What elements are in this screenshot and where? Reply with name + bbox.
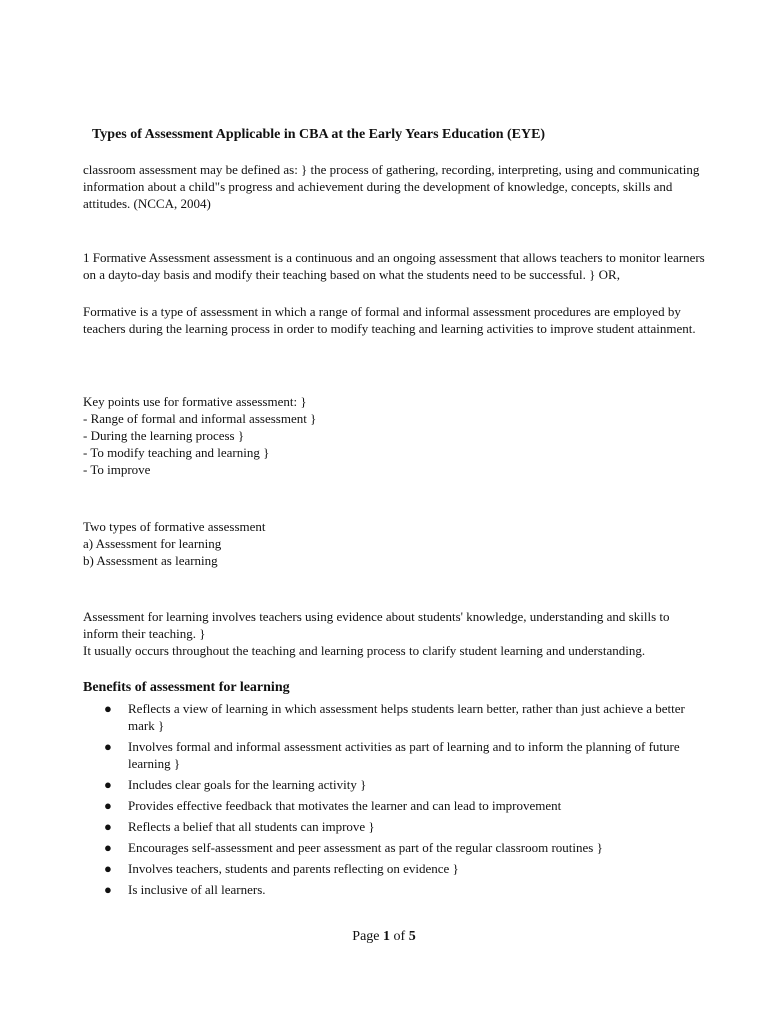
formative-definition-1-text: 1 Formative Assessment assessment is a continuous and an ongoing assessment that allows teachers to monitor learners on a dayto-day basis and modify their teaching based on what the students need to be successful. } OR,	[83, 250, 705, 282]
bullet-icon: ●	[104, 819, 112, 834]
key-point-item: - To improve	[83, 462, 151, 477]
bullet-icon: ●	[104, 701, 112, 716]
current-page-number: 1	[383, 929, 391, 944]
page-footer	[0, 928, 768, 945]
afl-text-1: Assessment for learning involves teachers using evidence about students' knowledge, understanding and skills to inform their teaching. }	[83, 609, 670, 641]
document-title: Types of Assessment Applicable in CBA at the Early Years Education (EYE)	[92, 127, 546, 142]
intro-paragraph	[83, 161, 707, 212]
list-item	[104, 797, 694, 814]
list-item-text: Involves formal and informal assessment activities as part of learning and to inform the planning of future learning }	[128, 739, 680, 771]
afl-text-2: It usually occurs throughout the teaching and learning process to clarify student learning and understanding.	[83, 643, 646, 658]
bullet-icon: ●	[104, 798, 112, 813]
list-item-text: Is inclusive of all learners.	[128, 882, 266, 897]
formative-definition-1	[83, 249, 707, 283]
of-label: of	[393, 929, 406, 944]
list-item-text: Includes clear goals for the learning activity }	[128, 777, 367, 792]
bullet-icon: ●	[104, 861, 112, 876]
list-item	[104, 776, 694, 793]
key-point-item: - Range of formal and informal assessment }	[83, 411, 317, 426]
list-item	[104, 839, 694, 856]
list-item	[104, 818, 694, 835]
benefits-list	[104, 700, 694, 902]
type-item: b) Assessment as learning	[83, 553, 218, 568]
bullet-icon: ●	[104, 777, 112, 792]
key-points-heading: Key points use for formative assessment: }	[83, 394, 307, 409]
list-item-text: Encourages self-assessment and peer assessment as part of the regular classroom routines }	[128, 840, 603, 855]
benefits-heading: Benefits of assessment for learning	[83, 680, 290, 695]
formative-definition-2-text: Formative is a type of assessment in which a range of formal and informal assessment procedures are employed by teachers during the learning process in order to modify teaching and learning activities to improve student attainment.	[83, 304, 696, 336]
list-item-text: Provides effective feedback that motivates the learner and can lead to improvement	[128, 798, 562, 813]
list-item	[104, 860, 694, 877]
list-item	[104, 881, 694, 898]
bullet-icon: ●	[104, 739, 112, 754]
bullet-icon: ●	[104, 882, 112, 897]
types-heading: Two types of formative assessment	[83, 519, 266, 534]
formative-types-list	[83, 518, 707, 569]
key-points-list	[83, 393, 707, 478]
total-pages-number: 5	[408, 929, 416, 944]
formative-definition-2	[83, 303, 707, 337]
list-item-text: Reflects a belief that all students can improve }	[128, 819, 375, 834]
key-point-item: - To modify teaching and learning }	[83, 445, 270, 460]
intro-text: classroom assessment may be defined as: } the process of gathering, recording, interpreting, using and communicating information about a child"s progress and achievement during the development of knowledge, concepts, skills and attitudes. (NCCA, 2004)	[83, 162, 700, 211]
list-item	[104, 700, 694, 734]
list-item	[104, 738, 694, 772]
list-item-text: Reflects a view of learning in which assessment helps students learn better, rather than just achieve a better mark }	[128, 701, 685, 733]
list-item-text: Involves teachers, students and parents reflecting on evidence }	[128, 861, 459, 876]
key-point-item: - During the learning process }	[83, 428, 245, 443]
afl-paragraph	[83, 608, 707, 659]
type-item: a) Assessment for learning	[83, 536, 222, 551]
bullet-icon: ●	[104, 840, 112, 855]
page-label: Page	[352, 929, 380, 944]
